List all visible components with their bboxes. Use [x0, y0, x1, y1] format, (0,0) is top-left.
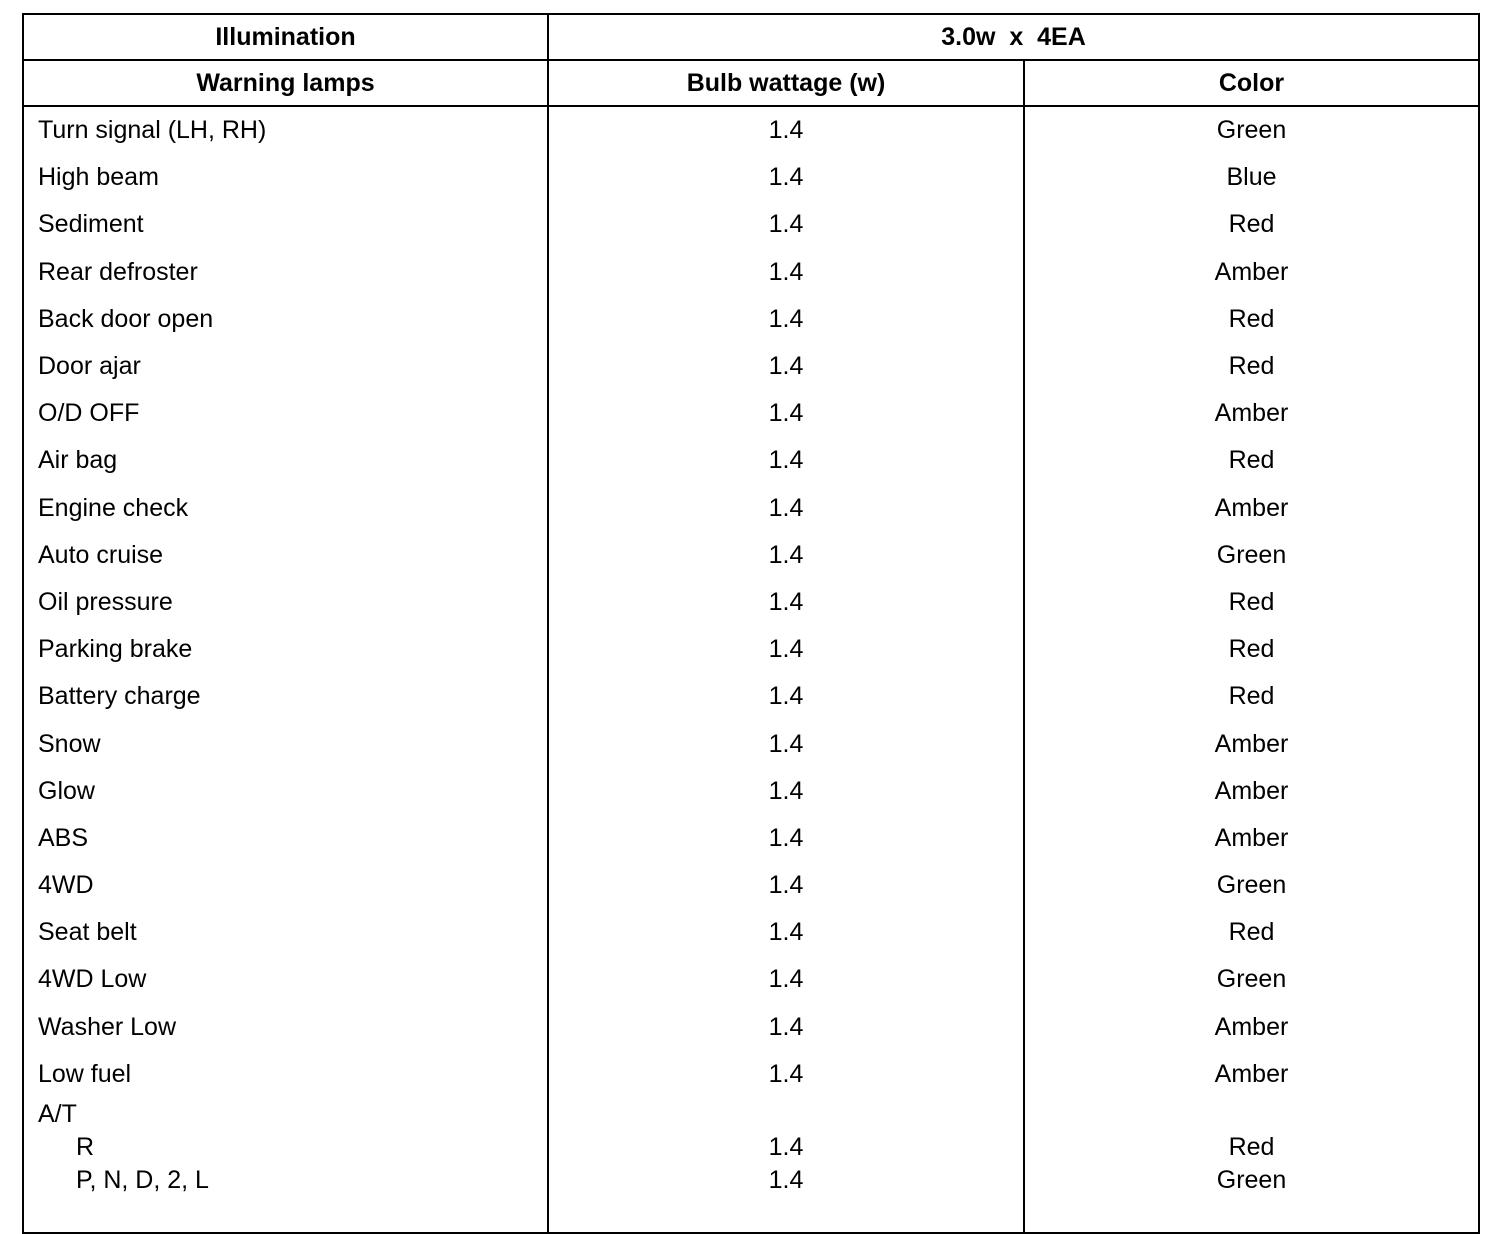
- col-header-bulb-wattage: Bulb wattage (w): [548, 60, 1024, 106]
- at-item-r-color: Red: [1228, 1132, 1275, 1161]
- table-row: [23, 1051, 1479, 1098]
- lamp-name: Battery charge: [23, 673, 548, 720]
- table-row: [23, 862, 1479, 909]
- illumination-label: Illumination: [23, 14, 548, 60]
- lamp-name: Air bag: [23, 437, 548, 484]
- table-row: [23, 626, 1479, 673]
- lamp-color: Amber: [1024, 815, 1479, 862]
- table-row: [23, 485, 1479, 532]
- lamp-name: Oil pressure: [23, 579, 548, 626]
- bulb-wattage: 1.4: [548, 815, 1024, 862]
- illumination-header-row: [23, 14, 1479, 60]
- table-row: [23, 249, 1479, 296]
- illumination-value: 3.0w x 4EA: [548, 14, 1479, 60]
- bulb-wattage: 1.4: [548, 390, 1024, 437]
- table-row: [23, 909, 1479, 956]
- bulb-wattage: 1.4: [548, 154, 1024, 201]
- lamp-name: Auto cruise: [23, 532, 548, 579]
- lamp-color: Red: [1024, 673, 1479, 720]
- col-header-color: Color: [1024, 60, 1479, 106]
- bulb-wattage: 1.4: [548, 296, 1024, 343]
- bulb-wattage: 1.4: [548, 106, 1024, 154]
- lamp-name: Back door open: [23, 296, 548, 343]
- column-header-row: [23, 60, 1479, 106]
- lamp-color: Red: [1024, 343, 1479, 390]
- col-header-warning-lamps: Warning lamps: [23, 60, 548, 106]
- bulb-wattage: 1.4: [548, 1051, 1024, 1098]
- table-row: [23, 579, 1479, 626]
- at-item-r-watt: 1.4: [768, 1132, 804, 1161]
- bulb-wattage: 1.4: [548, 673, 1024, 720]
- bulb-wattage: 1.4: [548, 956, 1024, 1003]
- at-lamp-cell: [23, 1098, 548, 1233]
- at-item-r-lamp: R: [76, 1132, 95, 1161]
- bulb-wattage: 1.4: [548, 249, 1024, 296]
- lamp-color: Red: [1024, 579, 1479, 626]
- lamp-color: Amber: [1024, 768, 1479, 815]
- lamp-color: Green: [1024, 956, 1479, 1003]
- lamp-name: Glow: [23, 768, 548, 815]
- bulb-wattage: 1.4: [548, 626, 1024, 673]
- table-row: [23, 1004, 1479, 1051]
- table-row: [23, 768, 1479, 815]
- table-row: [23, 106, 1479, 154]
- at-item-pnd2l-color: Green: [1216, 1165, 1287, 1194]
- lamp-name: High beam: [23, 154, 548, 201]
- at-color-cell: [1024, 1098, 1479, 1233]
- at-item-pnd2l-watt: 1.4: [768, 1165, 804, 1194]
- lamp-color: Green: [1024, 106, 1479, 154]
- bulb-wattage: 1.4: [548, 720, 1024, 767]
- bulb-wattage: 1.4: [548, 579, 1024, 626]
- bulb-wattage: 1.4: [548, 862, 1024, 909]
- table-row: [23, 343, 1479, 390]
- bulb-wattage: 1.4: [548, 485, 1024, 532]
- lamp-name: Door ajar: [23, 343, 548, 390]
- table-row: [23, 437, 1479, 484]
- lamp-name: Snow: [23, 720, 548, 767]
- lamp-color: Red: [1024, 201, 1479, 248]
- bulb-wattage: 1.4: [548, 909, 1024, 956]
- lamp-name: Turn signal (LH, RH): [23, 106, 548, 154]
- bulb-wattage: 1.4: [548, 437, 1024, 484]
- lamp-name: Sediment: [23, 201, 548, 248]
- lamp-name: O/D OFF: [23, 390, 548, 437]
- lamp-color: Amber: [1024, 390, 1479, 437]
- table-row: [23, 390, 1479, 437]
- lamp-color: Amber: [1024, 485, 1479, 532]
- table-row: [23, 296, 1479, 343]
- lamp-rows: [23, 106, 1479, 1098]
- bulb-wattage: 1.4: [548, 532, 1024, 579]
- lamp-name: Washer Low: [23, 1004, 548, 1051]
- table-row: [23, 673, 1479, 720]
- lamp-name: Engine check: [23, 485, 548, 532]
- lamp-color: Amber: [1024, 1004, 1479, 1051]
- lamp-color: Red: [1024, 909, 1479, 956]
- lamp-name: Seat belt: [23, 909, 548, 956]
- at-wattage-cell: [548, 1098, 1024, 1233]
- lamp-name: Parking brake: [23, 626, 548, 673]
- lamp-color: Amber: [1024, 720, 1479, 767]
- lamp-name: Rear defroster: [23, 249, 548, 296]
- table-row-at-group: [23, 1098, 1479, 1233]
- lamp-color: Red: [1024, 437, 1479, 484]
- table-row: [23, 815, 1479, 862]
- lamp-color: Amber: [1024, 249, 1479, 296]
- warning-lamp-spec-table: [22, 13, 1480, 1234]
- table-row: [23, 154, 1479, 201]
- lamp-color: Green: [1024, 532, 1479, 579]
- table-row: [23, 201, 1479, 248]
- bulb-wattage: 1.4: [548, 201, 1024, 248]
- bulb-wattage: 1.4: [548, 768, 1024, 815]
- at-label: A/T: [38, 1099, 77, 1128]
- lamp-name: 4WD: [23, 862, 548, 909]
- lamp-color: Red: [1024, 626, 1479, 673]
- lamp-name: 4WD Low: [23, 956, 548, 1003]
- table-row: [23, 532, 1479, 579]
- bulb-wattage: 1.4: [548, 1004, 1024, 1051]
- lamp-color: Blue: [1024, 154, 1479, 201]
- table-row: [23, 720, 1479, 767]
- at-item-pnd2l-lamp: P, N, D, 2, L: [76, 1165, 209, 1194]
- lamp-name: ABS: [23, 815, 548, 862]
- lamp-color: Amber: [1024, 1051, 1479, 1098]
- lamp-color: Green: [1024, 862, 1479, 909]
- table-row: [23, 956, 1479, 1003]
- bulb-wattage: 1.4: [548, 343, 1024, 390]
- lamp-color: Red: [1024, 296, 1479, 343]
- lamp-name: Low fuel: [23, 1051, 548, 1098]
